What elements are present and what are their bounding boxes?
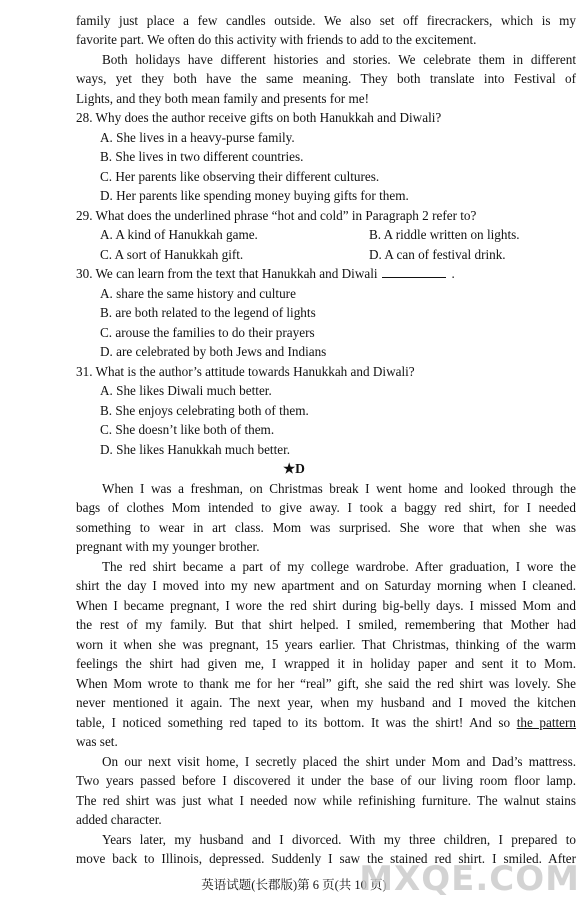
page-footer: 英语试题(长郡版)第 6 页(共 10 页) — [201, 878, 387, 892]
q29-option-d: D. A can of festival drink. — [369, 247, 506, 262]
question-28-stem: 28. Why does the author receive gifts on both Hanukkah and Diwali? — [76, 110, 442, 125]
q30-option-b: B. are both related to the legend of lights — [100, 305, 316, 320]
passage-line: Years later, my husband and I divorced. With my three children, I prepared to — [102, 832, 576, 847]
q30-stem-text: 30. We can learn from the text that Hanukkah and Diwali — [76, 266, 378, 281]
passage-line: Two years passed before I discovered it under the base of our living room floor lamp. — [76, 773, 576, 788]
q29-option-a: A. A kind of Hanukkah game. — [100, 227, 258, 242]
underlined-phrase: the pattern — [516, 715, 577, 730]
q31-option-d: D. She likes Hanukkah much better. — [100, 442, 291, 457]
passage-line: On our next visit home, I secretly placed the shirt under Mom and Dad’s mattress. — [102, 754, 576, 769]
q31-option-b: B. She enjoys celebrating both of them. — [100, 403, 309, 418]
q30-option-d: D. are celebrated by both Jews and Indians — [100, 344, 327, 359]
section-d-heading: ★D — [283, 461, 305, 476]
passage-line: something to wear in art class. Mom was surprised. She wore that when she was — [76, 520, 576, 535]
passage-line: worn it when she was pregnant, 15 years earlier. That Christmas, thinking of the warm — [76, 637, 576, 652]
passage-line: feelings the shirt had given me, I wrapped it in holiday paper and sent it to Mom. — [76, 656, 576, 671]
question-31-stem: 31. What is the author’s attitude towards Hanukkah and Diwali? — [76, 364, 415, 379]
passage-line: When Mom wrote to thank me for her “real” gift, she said the red shirt was lovely. She — [76, 676, 576, 691]
passage-line: ways, yet they both have the same meaning. They both translate into Festival of — [76, 71, 576, 86]
passage-line: pregnant with my younger brother. — [76, 539, 260, 554]
passage-line: When I became pregnant, I wore the red shirt during big-belly days. I missed Mom and — [76, 598, 576, 613]
passage-text: table, I noticed something red taped to its bottom. It was the shirt! And so — [76, 715, 511, 730]
q30-stem-end: . — [451, 266, 455, 281]
q31-option-c: C. She doesn’t like both of them. — [100, 422, 275, 437]
passage-line: family just place a few candles outside. We also set off firecrackers, which is my — [76, 13, 576, 28]
watermark: MXQE.COM — [359, 859, 580, 899]
q31-option-a: A. She likes Diwali much better. — [100, 383, 272, 398]
q28-option-d: D. Her parents like spending money buying gifts for them. — [100, 188, 409, 203]
q28-option-a: A. She lives in a heavy-purse family. — [100, 130, 295, 145]
passage-line: never mentioned it again. The next year, when my husband and I moved the kitchen — [76, 695, 576, 710]
passage-line: When I was a freshman, on Christmas break I went home and looked through the — [102, 481, 576, 496]
passage-line: the rest of my family. But that shirt helped. I smiled, remembering that Mother had — [76, 617, 576, 632]
passage-line: added character. — [76, 812, 162, 827]
passage-line: Lights, and they both mean family and presents for me! — [76, 91, 369, 106]
q28-option-b: B. She lives in two different countries. — [100, 149, 304, 164]
passage-line: shirt the day I moved into my new apartment and on Saturday morning when I cleaned. — [76, 578, 576, 593]
passage-line: The red shirt became a part of my college wardrobe. After graduation, I wore the — [102, 559, 576, 574]
passage-line: The red shirt was just what I needed now while refinishing furniture. The walnut stains — [76, 793, 576, 808]
passage-line: move back to Illinois, depressed. Suddenly I saw the stained red shirt. I smiled. After — [76, 851, 576, 866]
answer-blank — [382, 265, 446, 278]
q28-option-c: C. Her parents like observing their different cultures. — [100, 169, 380, 184]
q30-option-c: C. arouse the families to do their prayers — [100, 325, 315, 340]
q29-option-b: B. A riddle written on lights. — [369, 227, 520, 242]
question-30-stem — [76, 264, 576, 284]
passage-line: favorite part. We often do this activity with friends to add to the excitement. — [76, 32, 477, 47]
q29-option-c: C. A sort of Hanukkah gift. — [100, 247, 244, 262]
passage-line: Both holidays have different histories and stories. We celebrate them in different — [102, 52, 576, 67]
question-29-stem: 29. What does the underlined phrase “hot and cold” in Paragraph 2 refer to? — [76, 208, 477, 223]
q30-option-a: A. share the same history and culture — [100, 286, 296, 301]
passage-line: was set. — [76, 734, 118, 749]
passage-line: bags of clothes Mom intended to give away. I took a baggy red shirt, for I needed — [76, 500, 576, 515]
passage-line — [76, 713, 576, 733]
